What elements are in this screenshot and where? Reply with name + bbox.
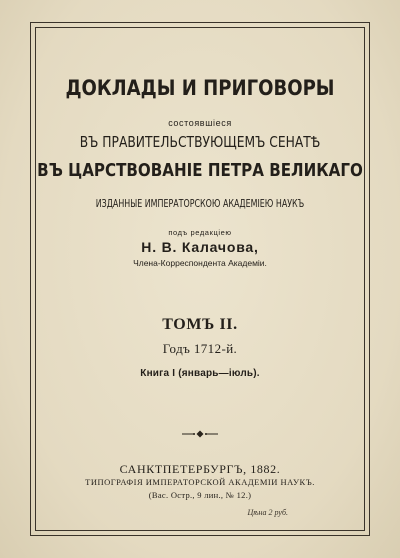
title-line-1: ДОКЛАДЫ И ПРИГОВОРЫ — [65, 76, 335, 100]
price-note: Цѣна 2 руб. — [247, 508, 288, 517]
volume-year: Годъ 1712-й. — [162, 341, 238, 356]
editor-role: Члена-Корреспондента Академiи. — [133, 258, 267, 268]
publication-city-year: САНКТПЕТЕРБУРГЪ, 1882. — [119, 462, 281, 476]
inner-border — [35, 27, 365, 531]
printer-address: (Вас. Остр., 9 лин., № 12.) — [148, 490, 252, 500]
book-part: Книга I (январь—iюль). — [140, 368, 260, 379]
publisher-line: ИЗДАННЫЕ ИМПЕРАТОРСКОЮ АКАДЕМIЕЮ НАУКЪ — [95, 197, 305, 210]
ornament-divider-icon — [182, 430, 218, 438]
volume-number: ТОМЪ II. — [162, 316, 238, 333]
editor-prefix: подъ редакцiею — [168, 228, 232, 237]
printer-name: ТИПОГРАФIЯ ИМПЕРАТОРСКОЙ АКАДЕМIИ НАУКЪ. — [85, 477, 315, 487]
title-connector: состоявшiеся — [168, 118, 232, 128]
editor-name: Н. В. Калачова, — [141, 239, 259, 255]
title-line-2: ВЪ ПРАВИТЕЛЬСТВУЮЩЕМЪ СЕНАТѢ — [79, 133, 321, 151]
title-line-3: ВЪ ЦАРСТВОВАНIЕ ПЕТРА ВЕЛИКАГО — [37, 160, 363, 181]
